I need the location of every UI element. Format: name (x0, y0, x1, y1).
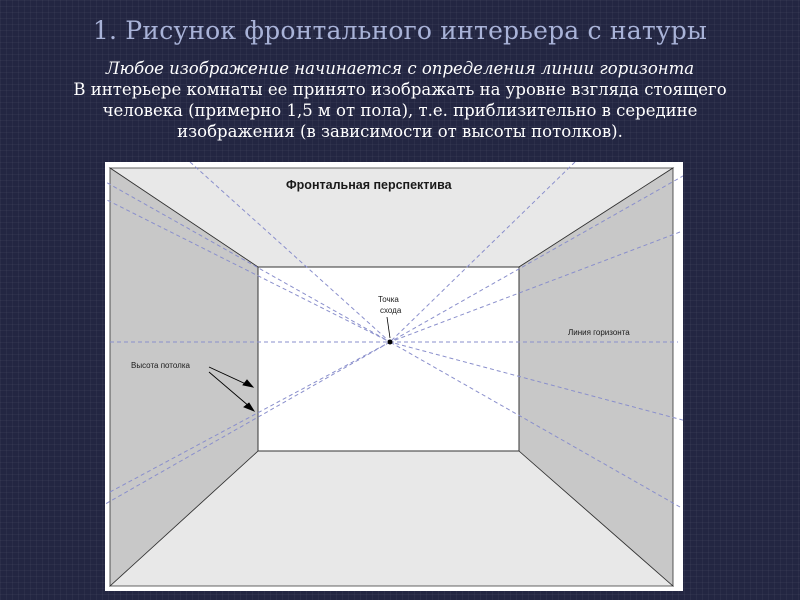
slide-body-text (30, 58, 770, 142)
vanishing-point (388, 340, 393, 345)
horizon-line-label: Линия горизонта (568, 328, 630, 337)
vanishing-point-label-line2: схода (380, 306, 402, 315)
figure-title: Фронтальная перспектива (286, 178, 452, 192)
body-line-1: Любое изображение начинается с определения линии горизонта (105, 59, 695, 78)
perspective-diagram (105, 162, 683, 591)
body-line-2: В интерьере комнаты ее принято изображать на уровне взгляда стоящего (73, 80, 727, 99)
body-line-4: изображения (в зависимости от высоты потолков). (177, 122, 623, 141)
ceiling-height-label: Высота потолка (131, 361, 190, 370)
body-line-3: человека (примерно 1,5 м от пола), т.е. приблизительно в середине (102, 101, 698, 120)
perspective-figure (105, 162, 683, 591)
slide-title: 1. Рисунок фронтального интерьера с натуры (92, 16, 708, 45)
vanishing-point-label-line1: Точка (378, 295, 399, 304)
